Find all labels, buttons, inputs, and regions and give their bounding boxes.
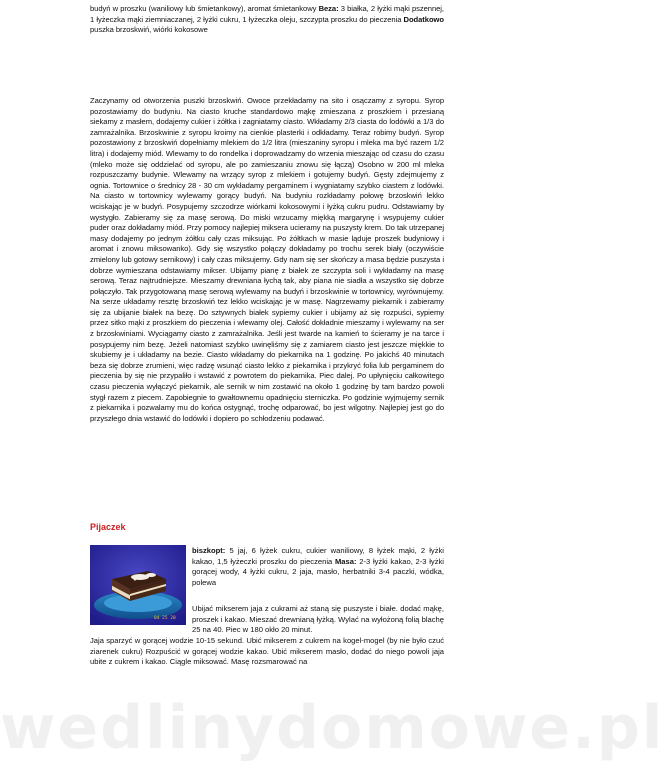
section-title: Pijaczek [90,522,126,532]
watermark: wedlinydomowe.pl [0,693,664,763]
masa-text: 2-3 łyżki kakao, 2-3 łyżki gorącej wody, 4 łyżki cukru, 2 jaja, masło, herbatniki 3-4 paczki, wódka, polewa [192,556,444,587]
masa-label: Masa: [334,556,357,566]
cake-photo-illustration [90,545,186,625]
biszkopt-text: 5 jaj, 6 łyżek cukru, cukier waniliowy, 8 łyżek mąki, 2 łyżki kakao, 1,5 łyżeczki proszku do pieczenia [192,546,444,566]
cake-photo [90,545,186,625]
biszkopt-label: biszkopt: [192,546,226,555]
pijaczek-method-part2: Jaja sparzyć w gorącej wodzie 10-15 sekund. Ubić mikserem z cukrem na kogel-mogel (by nie było czuć ziarenek cukru) Rozpuścić w gorącej wodzie kakao. Ubić mikserem masło, dodać do niego powoli jaja ubite z cukrem i kakao. Ciągle miksować. Masę rozsmarować na [90,636,444,667]
beza-label: Beza: [318,4,339,13]
method-paragraph: Zaczynamy od otworzenia puszki brzoskwiń. Owoce przekładamy na sito i osączamy z syropu. Syrop pozostawiamy do budyniu. Na ciasto kruche standardowo mąkę zmieszana z proszkiem i przesianą siekamy z masłem, dodajemy cukier i żółtka i zagniatamy ciasto. Wkładamy 2/3 ciasta do lodówki a 1/3 do zamrażalnika. Brzoskwinie z syropu kroimy na cienkie plasterki i odkładamy. Teraz robimy budyń. Syrop pozostawiony z brzoskwiń dopełniamy mlekiem do 1/2 litra (mieszaniny syropu i mleka ma być razem 1/2 litra) i dodajemy miód. Wlewamy to do rondelka i doprowadzamy do wrzenia mieszając od czasu do czasu (mleko może się oddzielać od syropu, ale po zamieszaniu znowu się łączą) Osobno w 200 ml mleka rozpuszczamy budynie. Wlewamy na wrzący syrop z mlekiem i gotujemy budyń. Gęsty zdejmujemy z ognia. Tortownice o średnicy 28 - 30 cm wykładamy pergaminem i wygniatamy szybko ciastem z lodówki. Na ciasto w tortownicy wylewamy gorący budyń. Na budyniu rozkładamy połowę brzoskwiń lekko wciskając je w budyń. Posypujemy szczodrze wiórkami kokosowymi i łyżką cukru pudru. Odstawiamy by wystygło. Zabieramy się za masę serową. Do miski wrzucamy miękką margarynę i wsypujemy cukier puder oraz dokładamy miód. Przy pomocy najlepiej miksera ucieramy na puszysty krem. Do tak utrzepanej masy dodajemy po jednym żółtku cały czas miksując. Po żółtkach w masie ląduje proszek budyniowy i aromat i znowu miksowanko). Gdy się wszystko połączy dokładamy po trochu serek biały (oczywiście zmielony lub gotowy sernikowy) i cały czas miksujemy. Gdy nam się ser skończy a masa będzie puszysta i dobrze wymieszana odstawiamy mikser. Ubijamy pianę z białek ze szczypta soli i wykładamy na masę serową. Teraz najtrudniejsze. Mieszamy drewniana łychą tak, aby piana nie siadła a wszystko się dobrze połączyło. Tak przygotowaną masę serową wylewamy na budyń i brzoskwinie w tortownicy, wyrównujemy. Na serze układamy resztę brzoskwiń tez lekko wciskając je w masę. Nagrzewamy piekarnik i zabieramy się za ubijanie białek na bezę. Do sztywnych białek sypiemy cukier i ubijamy aż się rozpuści, sypiemy przez sitko mąki z proszkiem do pieczenia i wlewamy olej. Całość dokładnie mieszamy i wylewamy na ser z brzoskwiniami. Wyciągamy ciasto z zamrażalnika. Jeśli jest twarde na kamień to ścieramy je na tarce i posypujemy nim bezę. Jeżeli natomiast szybko uwinęliśmy się z zamiarem ciasto jest jeszcze miękkie to skubiemy je i układamy na bezie. Ciasto wkładamy do piekarnika na 1 godzinę. Po jakichś 40 minutach beza się dobrze zrumieni, więc radzę wsunąć ciasto lekko z piekarnika i przykryć folia lub pergaminem do pieczenia by się nie przypaliło i wstawić z powrotem do piekarnika. Piec dalej. Po upłynięciu całkowitego czasu pieczenia wyłączyć piekarnik, ale sernik w nim zostawić na około 1 godzinę by tam bardzo powoli stygł razem z piecem. Zapobiegnie to gwałtownemu opadnięciu sterniczka. Po godzinie wyjmujemy sernik z piekarnika i pozwalamy mu do końca ostygnąć, trochę odparować, bo jest wilgotny. Najlepiej jest go do przyszłego dnia wstawić do lodówki i dopiero po schłodzeniu podawać. [90,96,444,423]
ingredients-paragraph [90,4,444,36]
dodatkowo-label: Dodatkowo [403,14,444,24]
photo-timestamp: 04 25 20 [154,616,176,621]
pijaczek-ingredients [192,546,444,588]
pijaczek-method-part1: Ubijać mikserem jaja z cukrami aż staną się puszyste i białe. dodać mąkę, proszek i kakao. Mieszać drewnianą łyżką. Wylać na wyłożoną folią blachę 25 na 40. Piec w 180 okło 20 minut. [192,604,444,635]
beza-ingredients-text: 3 białka, 2 łyżki mąki pszennej, 1 łyżeczka mąki ziemniaczanej, 2 łyżki cukru, 1 łyżeczka oleju, szczypta proszku do pieczenia [90,4,444,24]
dodatkowo-text: puszka brzoskwiń, wiórki kokosowe [90,25,208,35]
ingredients-text: budyń w proszku (waniliowy lub śmietankowy), aromat śmietankowy [90,4,319,13]
